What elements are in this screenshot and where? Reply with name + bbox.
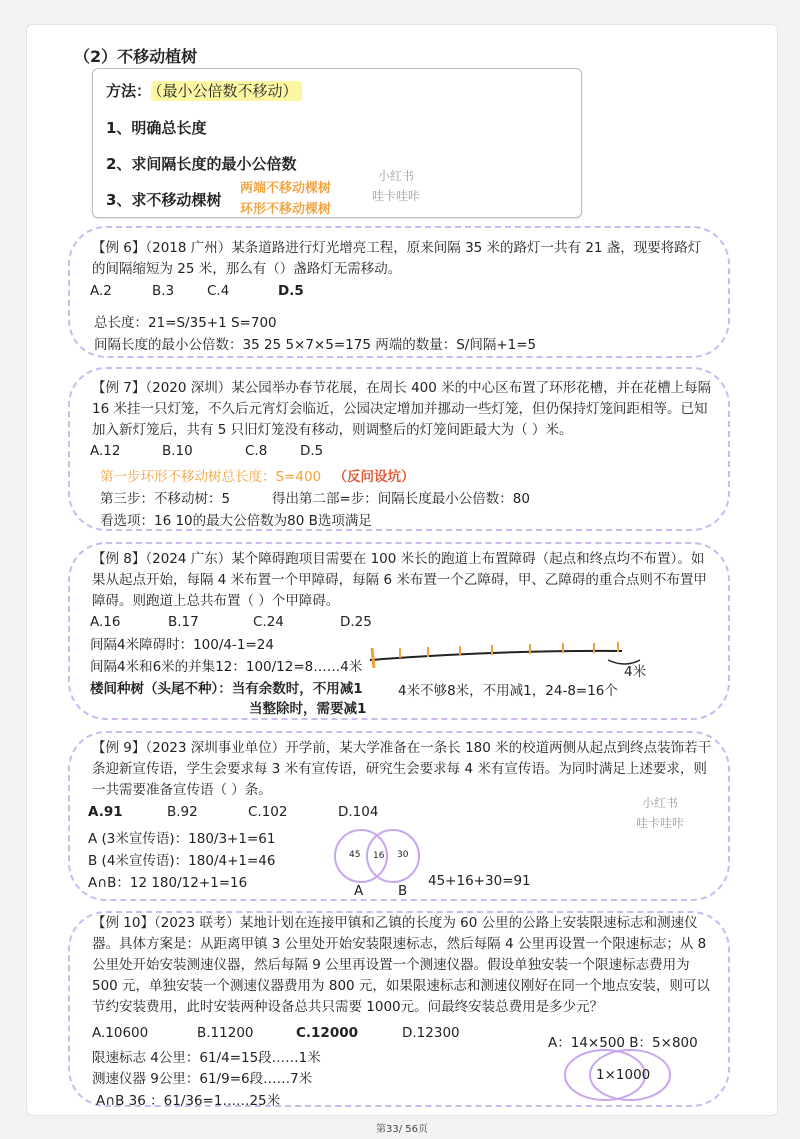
method-step-3: 3、求不移动棵树 xyxy=(106,191,222,209)
section-title: （2）不移动植树 xyxy=(74,47,198,66)
example-9-option-b: B.92 xyxy=(167,804,198,820)
example-7-note-2b: 得出第二部=步：间隔长度最小公倍数：80 xyxy=(272,491,530,507)
example-7-option-a: A.12 xyxy=(90,443,121,459)
example-10-calc: A：14×500 B：5×800 xyxy=(548,1035,698,1051)
example-7-option-c: C.8 xyxy=(245,443,268,459)
example-9-question: 【例 9】（2023 深圳事业单位）开学前，某大学准备在一条长 180 米的校道两侧从起点到终点装饰若干条迎新宣传语，学生会要求每 3 米有宣传语，研究生会要求每 4 米有宣传语。为同时满足上述要求，则一共需要准备宣传语（ ）条。 xyxy=(92,740,712,798)
example-8-option-c: C.24 xyxy=(253,614,284,630)
example-6-question: 【例 6】（2018 广州）某条道路进行灯光增亮工程，原来间隔 35 米的路灯一共有 21 盏，现要将路灯的间隔缩短为 25 米，那么有（）盏路灯无需移动。 xyxy=(92,240,702,277)
example-6-option-a: A.2 xyxy=(90,283,112,299)
watermark-line1: 小红书 xyxy=(377,169,414,183)
example-8-option-d: D.25 xyxy=(340,614,372,630)
watermark-2-line2: 哇卡哇咔 xyxy=(635,816,684,830)
example-9-option-c: C.102 xyxy=(248,804,288,820)
example-8-sketch-label: 4米 xyxy=(624,664,647,680)
example-7-note-1-text: 第一步环形不移动树总长度：S=400 xyxy=(100,469,322,485)
example-7-question: 【例 7】（2020 深圳）某公园举办春节花展，在周长 400 米的中心区布置了环形花槽，并在花槽上每隔 16 米挂一只灯笼，不久后元宵灯会临近，公园决定增加并挪动一些灯笼，但仍保持灯笼间距相等。已知加入新灯笼后，共有 5 只旧灯笼没有移动，则调整后的灯笼间距最大为（ ）米。 xyxy=(92,380,712,438)
watermark-line2: 哇卡哇咔 xyxy=(371,189,420,203)
example-8-note-3: 楼间种树（头尾不种）：当有余数时，不用减1 xyxy=(90,681,363,697)
venn-label-b: B xyxy=(398,883,408,899)
note-ring: 环形不移动棵树 xyxy=(240,202,332,217)
example-9-note-3: A∩B：12 180/12+1=16 xyxy=(88,875,248,891)
example-7-note-2: 第三步：不移动树：5 xyxy=(100,491,231,507)
example-8-option-a: A.16 xyxy=(90,614,121,630)
example-6-note-1: 总长度：21=S/35+1 S=700 xyxy=(94,315,277,331)
example-9-sum: 45+16+30=91 xyxy=(428,873,531,889)
example-9-note-2: B (4米宣传语)：180/4+1=46 xyxy=(88,853,276,869)
example-7-note-3: 看选项：16 10的最大公倍数为80 B选项满足 xyxy=(100,513,372,529)
method-label-text: 方法： xyxy=(106,82,152,100)
example-10-option-a: A.10600 xyxy=(92,1025,149,1041)
example-7-option-b: B.10 xyxy=(162,443,193,459)
example-6-option-c: C.4 xyxy=(207,283,230,299)
method-step-2: 2、求间隔长度的最小公倍数 xyxy=(106,155,297,173)
watermark-2-line1: 小红书 xyxy=(641,796,678,810)
page-number: 第33/ 56页 xyxy=(376,1124,428,1135)
example-8-question: 【例 8】（2024 广东）某个障碍跑项目需要在 100 米长的跑道上布置障碍（起点和终点均不布置）。如果从起点开始，每隔 4 米布置一个甲障碍，每隔 6 米布置一个乙障碍，甲、乙障碍的重合点则不布置甲障碍。则跑道上总共布置（ ）个甲障碍。 xyxy=(92,551,707,609)
example-8-sketch-note: 4米不够8米，不用减1，24-8=16个 xyxy=(398,683,618,699)
example-9-note-1: A (3米宣传语)：180/3+1=61 xyxy=(88,831,276,847)
example-6-note-2: 间隔长度的最小公倍数：35 25 5×7×5=175 两端的数量：S/间隔+1=5 xyxy=(94,337,537,353)
example-10-note-1: 限速标志 4公里：61/4=15段……1米 xyxy=(92,1050,321,1066)
example-8-option-b: B.17 xyxy=(168,614,199,630)
example-10-option-b: B.11200 xyxy=(197,1025,254,1041)
venn-label-a: A xyxy=(354,883,364,899)
venn-left-value: 45 xyxy=(349,850,361,860)
example-9-option-d: D.104 xyxy=(338,804,379,820)
example-10-option-d: D.12300 xyxy=(402,1025,460,1041)
note-both-ends: 两端不移动棵树 xyxy=(240,181,332,196)
method-step-1: 1、明确总长度 xyxy=(106,119,207,137)
example-10-option-c: C.12000 xyxy=(296,1025,359,1041)
example-7-option-d: D.5 xyxy=(300,443,324,459)
example-6-option-d: D.5 xyxy=(278,283,304,299)
example-7-note-1-red: （反问设坑） xyxy=(333,469,415,485)
venn-right-value: 30 xyxy=(397,850,409,860)
example-8-note-1: 间隔4米障碍时：100/4-1=24 xyxy=(90,637,274,653)
example-10-question: 【例 10】（2023 联考）某地计划在连接甲镇和乙镇的长度为 60 公里的公路上安装限速标志和测速仪器。具体方案是：从距离甲镇 3 公里处开始安装限速标志，然后每隔 4 公里再设置一个限速标志；从 8 公里处开始安装测速仪器，然后每隔 9 公里再设置一个测速仪器。假设单独安装一个限速标志费用为 500 元，单独安装一个测速仪器费用为 800 元，如果限速标志和测速仪刚好在同一个地点安装，则可以节约安装费用，此时安装两种设备总共只需要 1000元。问最终安装总费用是多少元？ xyxy=(92,915,710,1015)
example-8-note-2: 间隔4米和6米的并集12：100/12=8……4米 xyxy=(90,659,363,675)
example-10-note-3: A∩B 36 ：61/36=1……25米 xyxy=(96,1093,281,1109)
example-8-note-4: 当整除时，需要减1 xyxy=(249,701,367,717)
example-10-note-2: 测速仪器 9公里：61/9=6段……7米 xyxy=(92,1071,313,1087)
example-6-option-b: B.3 xyxy=(152,283,175,299)
example-10-venn-label: 1×1000 xyxy=(596,1067,651,1083)
method-highlight: （最小公倍数不移动） xyxy=(151,81,302,101)
example-9-option-a: A.91 xyxy=(88,804,123,820)
venn-mid-value: 16 xyxy=(373,851,385,861)
